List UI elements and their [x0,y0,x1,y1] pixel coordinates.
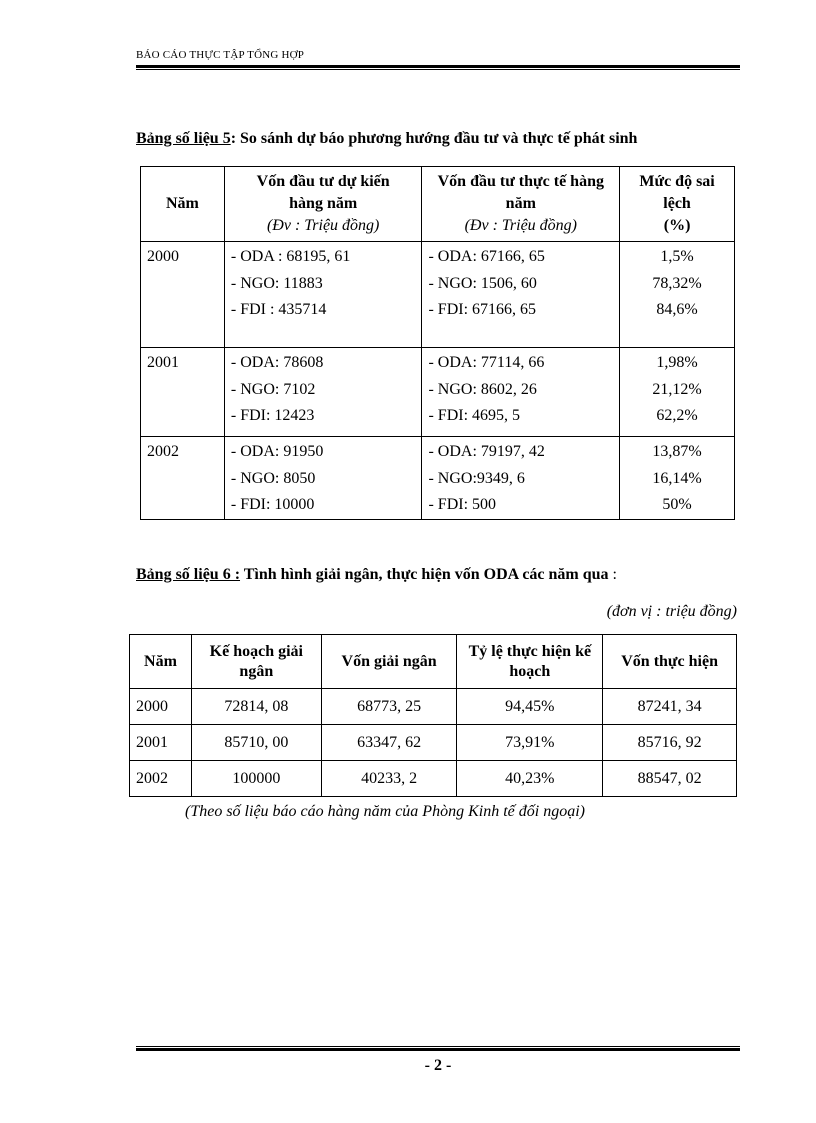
table5-caption [136,130,637,148]
plan-value: 100000 [191,761,321,797]
actual-ngo: - NGO: 1506, 60 [428,274,537,292]
table5-caption-text: : So sánh dự báo phương hướng đầu tư và thực tế phát sinh [230,130,638,147]
actual-cell [422,348,620,437]
deviation-ngo: 21,12% [652,380,702,398]
planned-cell [224,242,422,348]
implemented-value: 87241, 34 [603,689,737,725]
row-year: 2000 [130,689,192,725]
actual-label: Vốn đầu tư thực tế hàng năm [437,173,604,212]
table5-header-planned [224,167,422,242]
row-year: 2002 [141,437,225,520]
disbursed-value: 63347, 62 [321,725,457,761]
actual-oda: - ODA: 77114, 66 [428,354,545,371]
implemented-value: 85716, 92 [603,725,737,761]
table6-caption-label: Bảng số liệu 6 : [136,566,241,583]
table5-header-deviation [620,167,735,242]
deviation-ngo: 78,32% [652,274,702,292]
planned-cell [224,348,422,437]
actual-fdi: - FDI: 4695, 5 [428,407,521,424]
source-note: (Theo số liệu báo cáo hàng năm của Phòng Kinh tế đối ngoại) [185,803,585,820]
table5-header-row [141,167,735,242]
deviation-cell [620,242,735,348]
footer-rule-thin [136,1046,740,1047]
table-row [141,437,735,520]
deviation-oda: 1,5% [660,248,694,265]
page-number: - 2 - [424,1057,452,1074]
planned-oda: - ODA: 78608 [230,354,324,371]
disbursed-value: 68773, 25 [321,689,457,725]
planned-cell [224,437,422,520]
table6-header-implemented: Vốn thực hiện [603,635,737,689]
deviation-oda: 13,87% [652,443,702,460]
investment-comparison-table [140,166,735,520]
plan-value: 85710, 00 [191,725,321,761]
footer-rule [136,1048,740,1051]
table-row [130,725,737,761]
unit-note: (đơn vị : triệu đồng) [606,603,737,620]
planned-fdi: - FDI: 12423 [230,407,315,424]
deviation-fdi: 62,2% [656,407,698,424]
implemented-value: 88547, 02 [603,761,737,797]
table5-header-actual [422,167,620,242]
table-row [141,242,735,348]
row-year: 2002 [130,761,192,797]
planned-ngo: - NGO: 7102 [230,380,316,398]
deviation-label: Mức độ sai lệch [639,173,715,212]
planned-unit: (Đv : Triệu đồng) [266,217,380,234]
table5-header-year: Năm [141,167,225,242]
actual-cell [422,242,620,348]
rate-value: 73,91% [457,725,603,761]
actual-ngo: - NGO:9349, 6 [428,469,525,487]
row-year: 2000 [141,242,225,348]
planned-oda: - ODA : 68195, 61 [230,248,351,265]
actual-fdi: - FDI: 500 [428,496,497,513]
table6-header-row [130,635,737,689]
actual-ngo: - NGO: 8602, 26 [428,380,537,398]
table6-caption-text: Tình hình giải ngân, thực hiện vốn ODA các năm qua [240,566,609,583]
table6-header-year: Năm [130,635,192,689]
plan-value: 72814, 08 [191,689,321,725]
rate-value: 40,23% [457,761,603,797]
deviation-unit: (%) [663,217,691,234]
table-row [141,348,735,437]
table6-header-disbursed: Vốn giải ngân [321,635,457,689]
table6-caption-tail: : [608,566,617,583]
row-year: 2001 [130,725,192,761]
disbursed-value: 40233, 2 [321,761,457,797]
table5-caption-label: Bảng số liệu 5 [136,130,231,147]
deviation-oda: 1,98% [656,354,698,371]
planned-fdi: - FDI : 435714 [230,301,327,318]
rate-value: 94,45% [457,689,603,725]
table6-caption [136,566,617,584]
table-row [130,689,737,725]
table6-header-rate: Tỷ lệ thực hiện kế hoạch [457,635,603,689]
actual-unit: (Đv : Triệu đồng) [464,217,578,234]
actual-fdi: - FDI: 67166, 65 [428,301,537,318]
deviation-fdi: 50% [662,496,692,513]
planned-label: Vốn đầu tư dự kiến hàng năm [256,173,390,212]
deviation-ngo: 16,14% [652,469,702,487]
deviation-cell [620,437,735,520]
planned-ngo: - NGO: 11883 [230,274,323,292]
page-header-title: BÁO CÁO THỰC TẬP TỔNG HỢP [136,49,305,61]
planned-oda: - ODA: 91950 [230,443,324,460]
deviation-cell [620,348,735,437]
row-year: 2001 [141,348,225,437]
header-rule-thin [136,69,740,70]
actual-cell [422,437,620,520]
table6-header-plan: Kế hoạch giải ngân [191,635,321,689]
table-row [130,761,737,797]
deviation-fdi: 84,6% [656,301,698,318]
oda-disbursement-table [129,634,737,797]
actual-oda: - ODA: 79197, 42 [428,443,545,460]
actual-oda: - ODA: 67166, 65 [428,248,545,265]
planned-ngo: - NGO: 8050 [230,469,316,487]
header-rule [136,65,740,68]
planned-fdi: - FDI: 10000 [230,496,315,513]
